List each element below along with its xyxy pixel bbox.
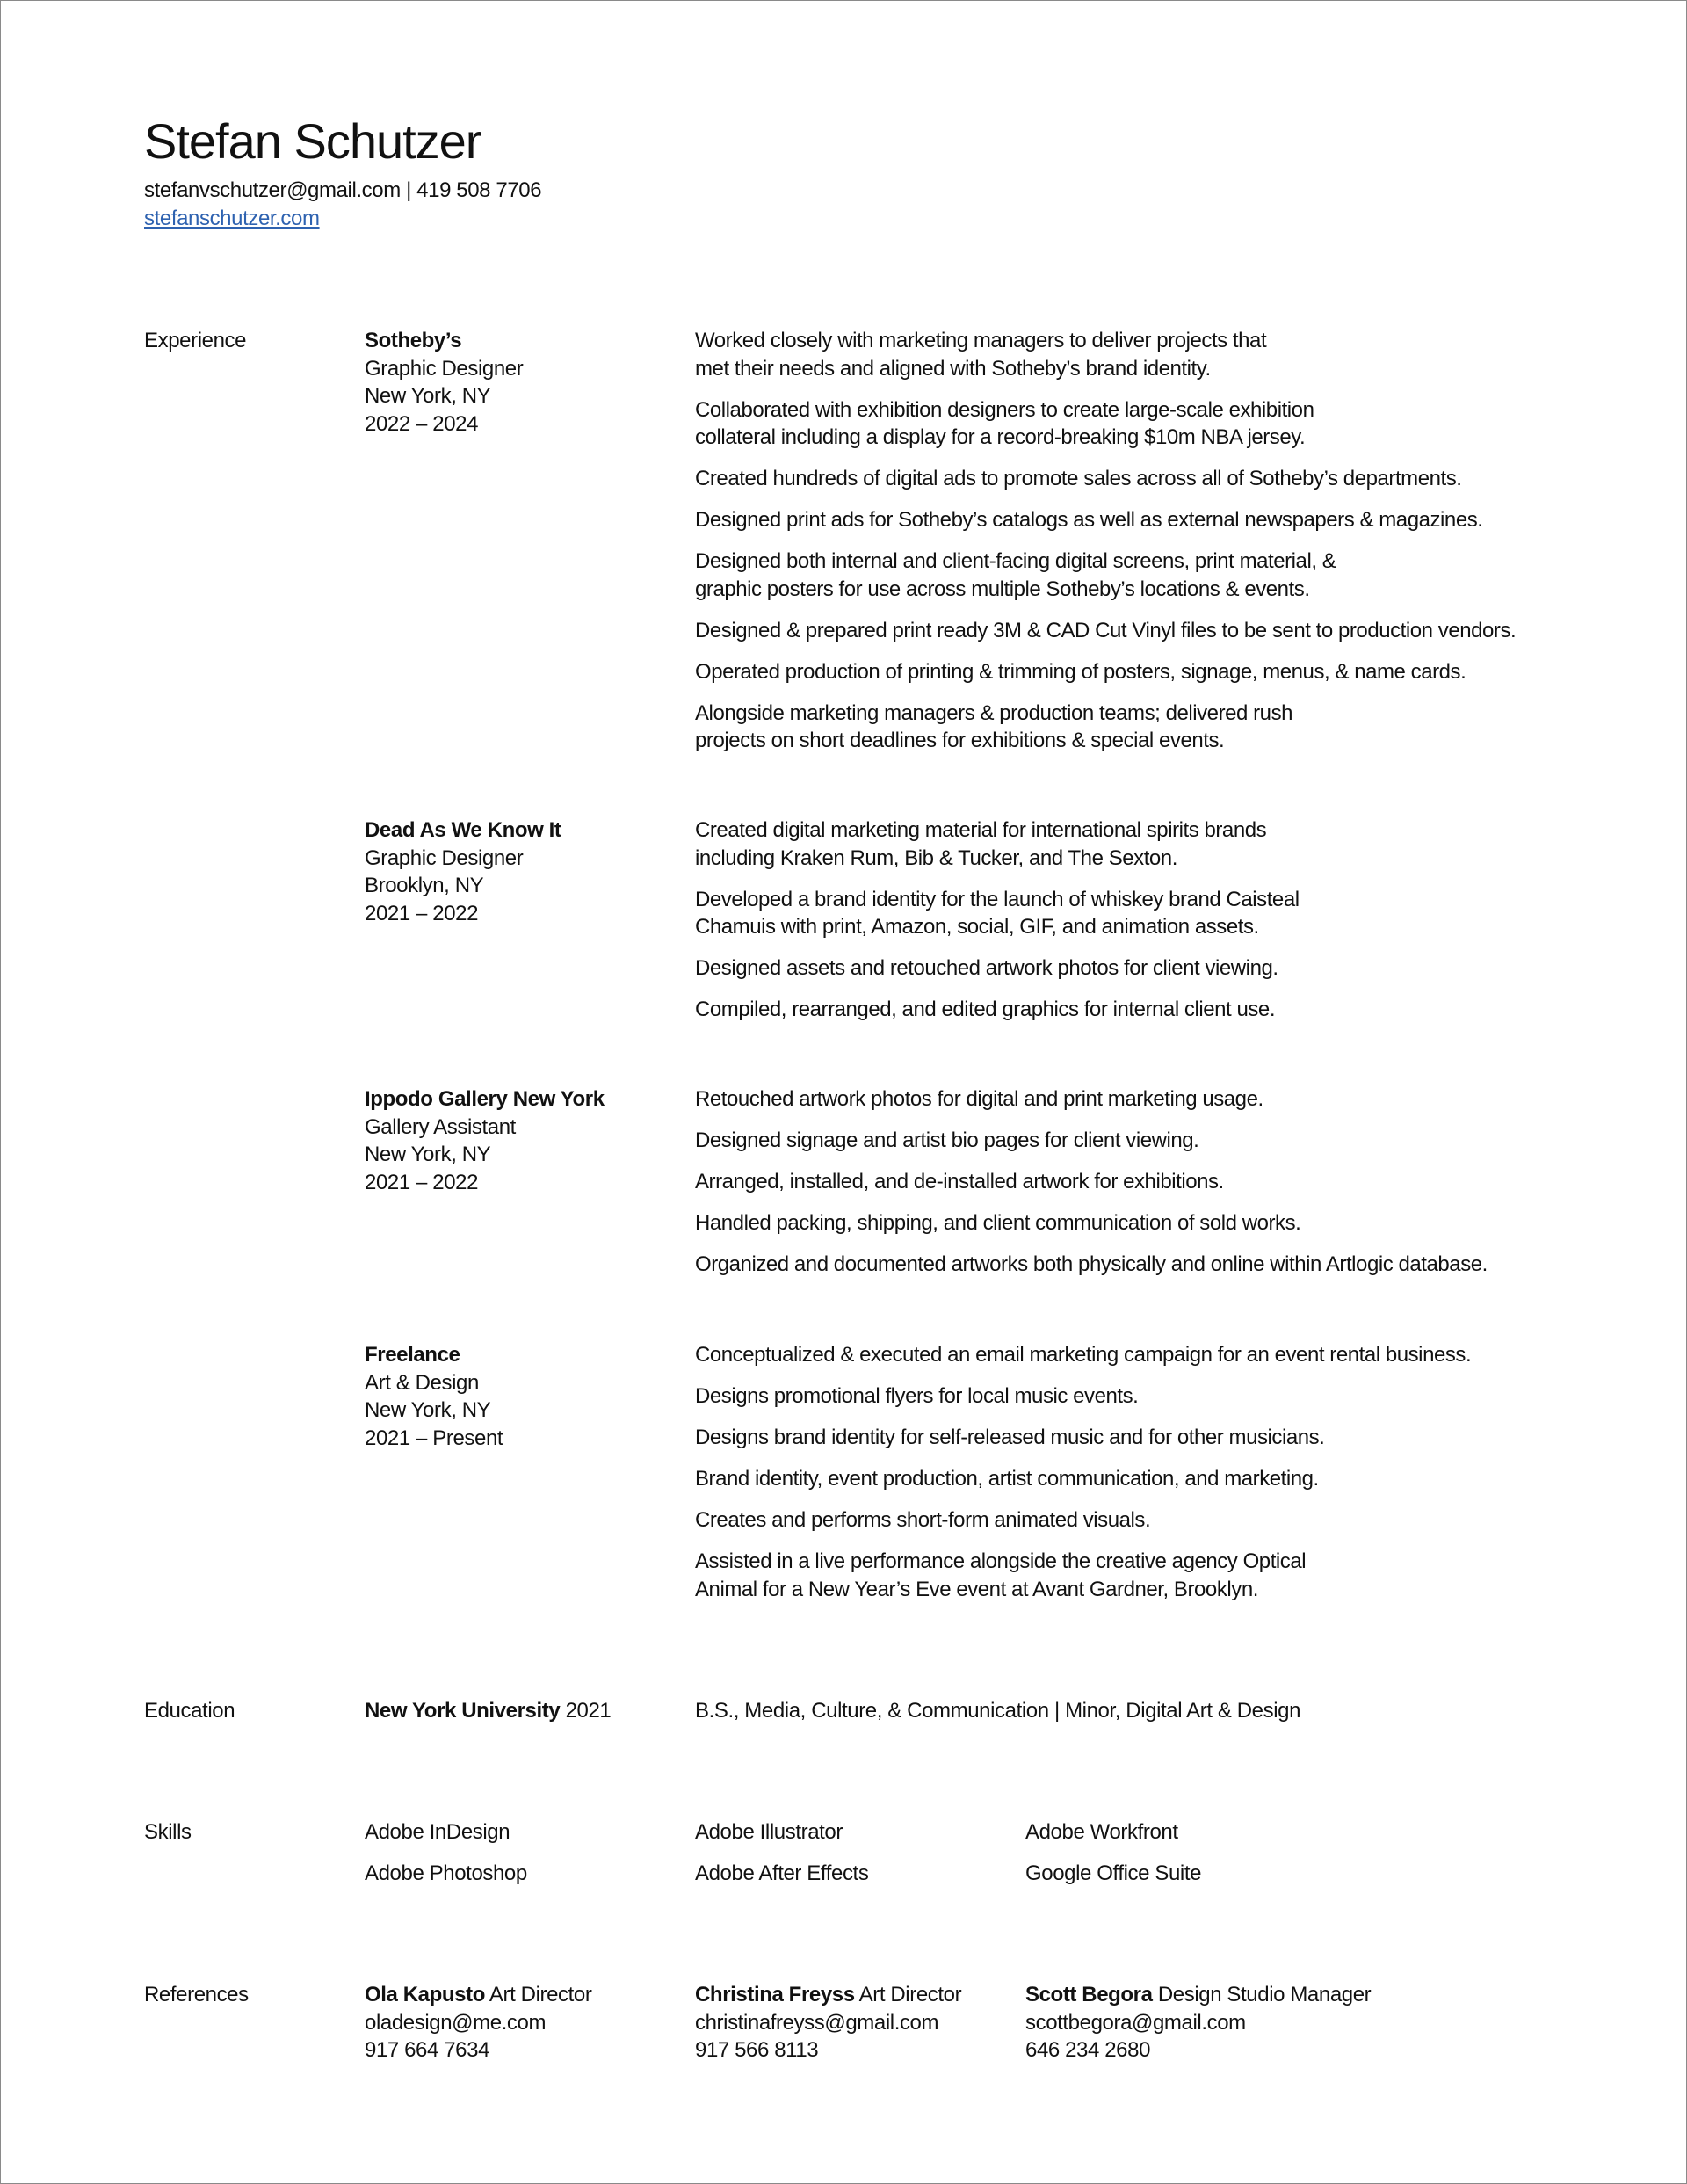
job-bullet: Assisted in a live performance alongside the creative agency Optical Animal for a New Year’s Eve event at Avant Gardner, Brooklyn. bbox=[695, 1549, 1307, 1601]
job-bullet: Designs promotional flyers for local music events. bbox=[695, 1384, 1139, 1408]
website-link[interactable]: stefanschutzer.com bbox=[144, 207, 320, 230]
job-bullet: Designs brand identity for self-released music and for other musicians. bbox=[695, 1426, 1325, 1449]
job-dates: 2021 – 2022 bbox=[365, 1170, 479, 1194]
job-bullet: Designed both internal and client-facing digital screens, print material, & graphic posters for use across multiple Sotheby’s locations & events. bbox=[695, 549, 1336, 601]
job-location: New York, NY bbox=[365, 1143, 491, 1166]
job-dates: 2021 – 2022 bbox=[365, 901, 479, 925]
reference-entry bbox=[365, 1981, 591, 2064]
reference-title: Design Studio Manager bbox=[1157, 1983, 1372, 2006]
candidate-name: Stefan Schutzer bbox=[144, 113, 481, 169]
section-label-references: References bbox=[144, 1983, 249, 2006]
skill-item: Adobe After Effects bbox=[695, 1861, 869, 1885]
job-bullet: Created digital marketing material for international spirits brands including Kraken Rum, Bib & Tucker, and The Sexton. bbox=[695, 818, 1267, 870]
job-role: Art & Design bbox=[365, 1370, 479, 1395]
job-location: New York, NY bbox=[365, 1398, 491, 1422]
reference-entry bbox=[695, 1981, 961, 2064]
job-bullet: Created hundreds of digital ads to promote sales across all of Sotheby’s departments. bbox=[695, 467, 1462, 490]
reference-phone: 646 234 2680 bbox=[1025, 2038, 1151, 2062]
education-year: 2021 bbox=[565, 1699, 612, 1723]
skill-item: Google Office Suite bbox=[1025, 1861, 1202, 1885]
job-entry bbox=[365, 816, 681, 927]
job-dates: 2022 – 2024 bbox=[365, 411, 479, 436]
job-entry bbox=[365, 327, 681, 438]
job-role: Graphic Designer bbox=[365, 845, 524, 870]
job-bullet: Arranged, installed, and de-installed artwork for exhibitions. bbox=[695, 1170, 1224, 1194]
job-bullet: Designed assets and retouched artwork photos for client viewing. bbox=[695, 956, 1278, 980]
job-bullet: Creates and performs short-form animated visuals. bbox=[695, 1508, 1151, 1532]
section-label-skills: Skills bbox=[144, 1820, 192, 1844]
job-bullet: Designed print ads for Sotheby’s catalogs as well as external newspapers & magazines. bbox=[695, 508, 1483, 532]
job-bullet: Handled packing, shipping, and client communication of sold works. bbox=[695, 1211, 1301, 1235]
job-location: New York, NY bbox=[365, 384, 491, 408]
job-bullet: Retouched artwork photos for digital and print marketing usage. bbox=[695, 1087, 1263, 1111]
job-bullet: Conceptualized & executed an email marketing campaign for an event rental business. bbox=[695, 1343, 1472, 1367]
reference-email: oladesign@me.com bbox=[365, 2010, 547, 2035]
education-degree: B.S., Media, Culture, & Communication | Minor, Digital Art & Design bbox=[695, 1699, 1301, 1723]
job-bullet: Collaborated with exhibition designers to create large-scale exhibition collateral including a display for a record-breaking $10m NBA jersey. bbox=[695, 397, 1314, 449]
skill-item: Adobe Illustrator bbox=[695, 1820, 843, 1844]
job-dates: 2021 – Present bbox=[365, 1426, 503, 1450]
reference-title: Art Director bbox=[489, 1983, 592, 2006]
reference-name: Ola Kapusto bbox=[365, 1983, 485, 2006]
job-bullet: Designed signage and artist bio pages for client viewing. bbox=[695, 1128, 1199, 1152]
skill-item: Adobe Workfront bbox=[1025, 1820, 1178, 1844]
reference-title: Art Director bbox=[858, 1983, 962, 2006]
job-company: Ippodo Gallery New York bbox=[365, 1087, 605, 1111]
reference-name: Christina Freyss bbox=[695, 1983, 855, 2006]
job-bullets bbox=[695, 1341, 1574, 1617]
reference-entry bbox=[1025, 1981, 1371, 2064]
reference-phone: 917 566 8113 bbox=[695, 2038, 819, 2062]
job-role: Graphic Designer bbox=[365, 356, 524, 381]
job-role: Gallery Assistant bbox=[365, 1114, 516, 1139]
reference-name: Scott Begora bbox=[1025, 1983, 1153, 2006]
job-entry bbox=[365, 1085, 681, 1196]
job-bullet: Compiled, rearranged, and edited graphics for internal client use. bbox=[695, 998, 1276, 1021]
section-label-education: Education bbox=[144, 1699, 235, 1723]
contact-email-phone: stefanvschutzer@gmail.com | 419 508 7706 bbox=[144, 178, 542, 202]
skill-item: Adobe Photoshop bbox=[365, 1861, 527, 1885]
job-bullet: Organized and documented artworks both physically and online within Artlogic database. bbox=[695, 1252, 1488, 1276]
reference-email: christinafreyss@gmail.com bbox=[695, 2010, 939, 2035]
reference-phone: 917 664 7634 bbox=[365, 2038, 490, 2062]
job-company: Dead As We Know It bbox=[365, 818, 561, 842]
education-school bbox=[365, 1697, 611, 1725]
job-bullet: Designed & prepared print ready 3M & CAD Cut Vinyl files to be sent to production vendors. bbox=[695, 618, 1517, 642]
job-company: Freelance bbox=[365, 1343, 460, 1367]
job-company: Sotheby’s bbox=[365, 329, 462, 352]
job-bullet: Brand identity, event production, artist communication, and marketing. bbox=[695, 1467, 1319, 1491]
job-bullet: Alongside marketing managers & production teams; delivered rush projects on short deadlines for exhibitions & special events. bbox=[695, 700, 1293, 752]
job-bullets bbox=[695, 327, 1574, 768]
job-entry bbox=[365, 1341, 681, 1452]
job-bullet: Developed a brand identity for the launch of whiskey brand Caisteal Chamuis with print, Amazon, social, GIF, and animation assets. bbox=[695, 887, 1300, 939]
job-bullet: Worked closely with marketing managers to deliver projects that met their needs and aligned with Sotheby’s brand identity. bbox=[695, 329, 1267, 381]
job-location: Brooklyn, NY bbox=[365, 874, 484, 897]
job-bullet: Operated production of printing & trimming of posters, signage, menus, & name cards. bbox=[695, 659, 1466, 684]
skill-item: Adobe InDesign bbox=[365, 1820, 510, 1844]
education-school-name: New York University bbox=[365, 1699, 561, 1723]
section-label-experience: Experience bbox=[144, 329, 247, 352]
reference-email: scottbegora@gmail.com bbox=[1025, 2010, 1246, 2035]
job-bullets bbox=[695, 816, 1574, 1037]
job-bullets bbox=[695, 1085, 1574, 1292]
